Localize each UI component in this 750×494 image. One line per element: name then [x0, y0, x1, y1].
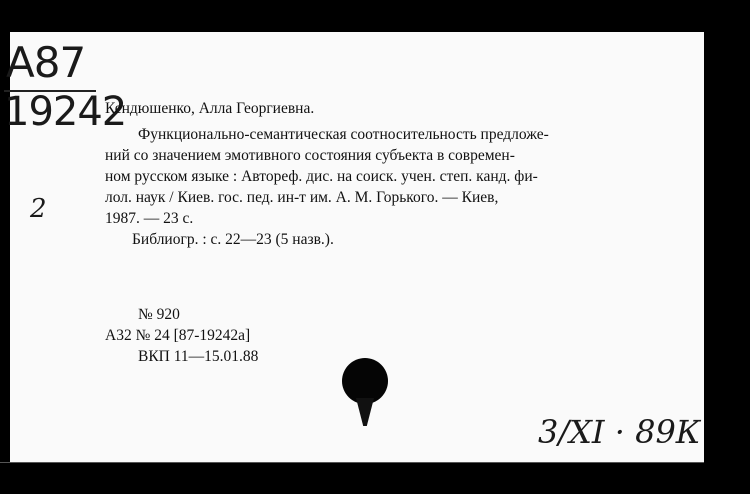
bibliography-note: Библиогр. : с. 22—23 (5 назв.).	[132, 231, 334, 248]
shelfmark-bottom: 19242	[4, 89, 127, 135]
shelfmark-top: А87	[6, 38, 86, 87]
margin-mark: 2	[30, 194, 47, 224]
vkp-code: ВКП 11—15.01.88	[138, 348, 259, 365]
description-line: ний со значением эмотивного состояния субъекта в современ-	[105, 147, 515, 164]
handwritten-date: 3/XI · 89К	[538, 413, 701, 451]
description-line: 1987. — 23 с.	[105, 210, 194, 227]
card-bottom-edge	[0, 462, 704, 463]
record-number: № 920	[138, 306, 180, 323]
catalog-code: А32 № 24 [87-19242а]	[105, 327, 251, 344]
description-line: Функционально-семантическая соотносительность предложе-	[138, 126, 549, 143]
description-line: лол. наук / Киев. гос. пед. ин-т им. А. М. Горького. — Киев,	[105, 189, 499, 206]
punch-hole	[342, 358, 388, 404]
author-heading: Кендюшенко, Алла Георгиевна.	[105, 100, 315, 117]
description-line: ном русском языке : Автореф. дис. на соиск. учен. степ. канд. фи-	[105, 168, 538, 185]
